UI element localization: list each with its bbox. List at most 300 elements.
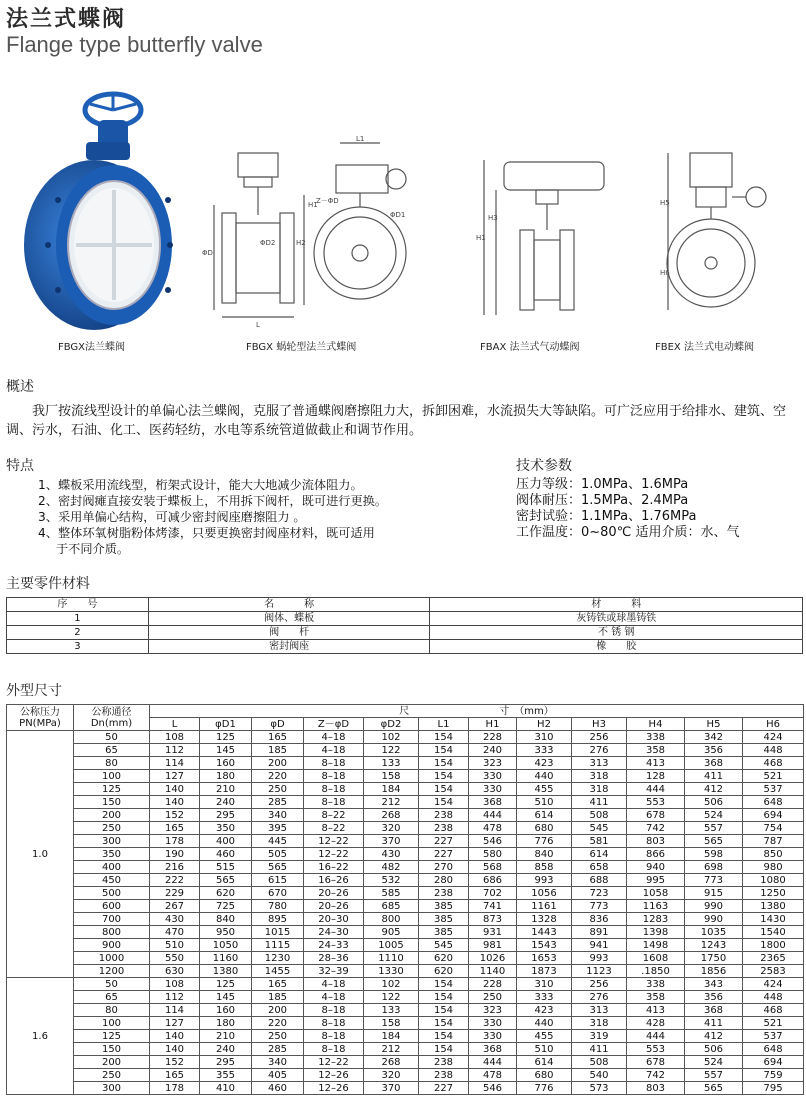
dim-cell: 2583: [743, 965, 804, 978]
dn-cell: 80: [74, 1004, 150, 1017]
dim-cell: 185: [252, 991, 304, 1004]
dim-cell: 468: [743, 1004, 804, 1017]
dim-cell: 1856: [685, 965, 743, 978]
dim-cell: 891: [572, 926, 627, 939]
table-cell: 2: [7, 626, 149, 640]
dim-cell: 521: [743, 1017, 804, 1030]
dim-cell: 313: [572, 1004, 627, 1017]
dim-cell: 154: [419, 1043, 469, 1056]
fbex-electric-drawing: [660, 145, 800, 335]
dim-cell: 565: [252, 861, 304, 874]
dim-cell: 16–26: [304, 874, 364, 887]
dim-cell: 545: [572, 822, 627, 835]
dim-cell: 160: [200, 757, 252, 770]
dim-cell: 658: [572, 861, 627, 874]
dim-cell: 4–18: [304, 991, 364, 1004]
dn-cell: 250: [74, 1069, 150, 1082]
dims-heading: 外型尺寸: [6, 683, 62, 699]
dim-cell: 112: [150, 991, 200, 1004]
dim-cell: 4–18: [304, 731, 364, 744]
dim-cell: 238: [419, 809, 469, 822]
dim-cell: 648: [743, 1043, 804, 1056]
dim-cell: 840: [200, 913, 252, 926]
dim-cell: 268: [364, 1056, 419, 1069]
dim-cell: 256: [572, 978, 627, 991]
dn-cell: 125: [74, 1030, 150, 1043]
dim-cell: 285: [252, 1043, 304, 1056]
dim-cell: 356: [685, 744, 743, 757]
dim-cell: 1161: [517, 900, 572, 913]
dim-cell: 1080: [743, 874, 804, 887]
dim-cell: 368: [469, 796, 517, 809]
dim-cell: 368: [685, 757, 743, 770]
dim-cell: 545: [419, 939, 469, 952]
dim-cell: 12–22: [304, 1056, 364, 1069]
dim-cell: 754: [743, 822, 804, 835]
dim-label-h6: H6: [660, 269, 670, 277]
dim-cell: 154: [419, 796, 469, 809]
dim-cell: 127: [150, 770, 200, 783]
dim-cell: 20–26: [304, 900, 364, 913]
table-cell: 不 锈 钢: [430, 626, 803, 640]
dim-cell: 185: [252, 744, 304, 757]
dims-column-header: L: [150, 718, 200, 731]
dim-cell: 1160: [200, 952, 252, 965]
dim-cell: 8–18: [304, 1004, 364, 1017]
dim-cell: 448: [743, 991, 804, 1004]
dim-cell: 1035: [685, 926, 743, 939]
dim-cell: 318: [572, 1017, 627, 1030]
dim-cell: 154: [419, 991, 469, 1004]
dims-column-header: φD2: [364, 718, 419, 731]
dim-cell: 180: [200, 1017, 252, 1030]
dim-cell: 630: [150, 965, 200, 978]
dim-cell: 905: [364, 926, 419, 939]
dim-cell: 524: [685, 1056, 743, 1069]
table-row: [7, 887, 804, 900]
dim-cell: 222: [150, 874, 200, 887]
dim-cell: 557: [685, 1069, 743, 1082]
dim-cell: 444: [627, 1030, 685, 1043]
parts-table: [6, 597, 803, 654]
dim-cell: 152: [150, 1056, 200, 1069]
table-row: [7, 874, 804, 887]
dim-cell: 1250: [743, 887, 804, 900]
dim-cell: 240: [200, 1043, 252, 1056]
dim-cell: 160: [200, 1004, 252, 1017]
dim-cell: 430: [150, 913, 200, 926]
dim-cell: 12–22: [304, 835, 364, 848]
dim-cell: 165: [252, 978, 304, 991]
dim-cell: 412: [685, 1030, 743, 1043]
dim-cell: 515: [200, 861, 252, 874]
dim-cell: 267: [150, 900, 200, 913]
parts-header-cell: 名 称: [148, 598, 430, 612]
dim-cell: 227: [419, 835, 469, 848]
table-row: [7, 1056, 804, 1069]
dim-cell: 108: [150, 978, 200, 991]
dim-cell: 553: [627, 796, 685, 809]
dim-cell: 313: [572, 757, 627, 770]
dim-cell: 114: [150, 757, 200, 770]
dim-label-phid2: ΦD2: [260, 239, 276, 247]
parts-header-row: [7, 598, 803, 612]
dn-cell: 1200: [74, 965, 150, 978]
dim-cell: 1443: [517, 926, 572, 939]
dim-cell: 122: [364, 991, 419, 1004]
dim-cell: 154: [419, 731, 469, 744]
dims-column-header: H6: [743, 718, 804, 731]
dim-cell: 276: [572, 991, 627, 1004]
dim-cell: 12–26: [304, 1069, 364, 1082]
dims-column-header: φD1: [200, 718, 252, 731]
overview-heading: 概述: [6, 379, 34, 395]
dim-cell: 112: [150, 744, 200, 757]
spec-line: 阀体耐压：1.5MPa、2.4MPa: [516, 493, 689, 508]
table-row: [7, 1069, 804, 1082]
dim-cell: 565: [200, 874, 252, 887]
dim-cell: 256: [572, 731, 627, 744]
dim-cell: 688: [572, 874, 627, 887]
dim-cell: 154: [419, 744, 469, 757]
feature-item: 4、整体环氧树脂粉体烤漆，只要更换密封阀座材料，既可适用: [38, 526, 375, 540]
dim-cell: 338: [627, 978, 685, 991]
dim-cell: 220: [252, 770, 304, 783]
dim-cell: 478: [469, 822, 517, 835]
dim-cell: 8–18: [304, 1043, 364, 1056]
dim-cell: 685: [364, 900, 419, 913]
dim-cell: 537: [743, 1030, 804, 1043]
dim-cell: 741: [469, 900, 517, 913]
dim-cell: 152: [150, 809, 200, 822]
dim-cell: 280: [419, 874, 469, 887]
dim-cell: 553: [627, 1043, 685, 1056]
dim-cell: 140: [150, 1030, 200, 1043]
dim-cell: 342: [685, 731, 743, 744]
dim-cell: 154: [419, 783, 469, 796]
dim-cell: 470: [150, 926, 200, 939]
dim-cell: 190: [150, 848, 200, 861]
table-row: [7, 900, 804, 913]
table-row: [7, 783, 804, 796]
dim-cell: 140: [150, 1043, 200, 1056]
table-cell: 阀体、蝶板: [148, 612, 430, 626]
dim-cell: 127: [150, 1017, 200, 1030]
dim-cell: 12–22: [304, 848, 364, 861]
spec-line: 工作温度：0~80℃ 适用介质：水、气: [516, 525, 740, 540]
dim-cell: 620: [419, 952, 469, 965]
dim-cell: 1543: [517, 939, 572, 952]
dim-cell: 358: [627, 991, 685, 1004]
dim-cell: 505: [252, 848, 304, 861]
dim-cell: 573: [572, 1082, 627, 1095]
dim-cell: 581: [572, 835, 627, 848]
dim-cell: 444: [469, 809, 517, 822]
dim-cell: 8–22: [304, 809, 364, 822]
dim-cell: 158: [364, 1017, 419, 1030]
dim-cell: 20–30: [304, 913, 364, 926]
dim-cell: 615: [252, 874, 304, 887]
dim-cell: 343: [685, 978, 743, 991]
fbex-caption: FBEX 法兰式电动蝶阀: [655, 342, 754, 353]
dim-cell: 413: [627, 757, 685, 770]
table-row: [7, 1082, 804, 1095]
dn-cell: 1000: [74, 952, 150, 965]
dim-cell: 444: [469, 1056, 517, 1069]
dim-cell: 510: [150, 939, 200, 952]
dim-cell: 350: [200, 822, 252, 835]
dim-cell: 482: [364, 861, 419, 874]
dim-label-h2: H2: [296, 239, 306, 247]
dim-label-h1: H1: [476, 234, 486, 242]
dim-cell: 154: [419, 1004, 469, 1017]
dim-label-h1: H1: [308, 201, 318, 209]
dn-header: 公称通径 Dn(mm): [74, 705, 150, 731]
dim-cell: 8–22: [304, 822, 364, 835]
dim-cell: 444: [627, 783, 685, 796]
dim-cell: 318: [572, 770, 627, 783]
dim-cell: 12–26: [304, 1082, 364, 1095]
dim-cell: 1005: [364, 939, 419, 952]
dim-cell: 993: [572, 952, 627, 965]
dim-cell: 776: [517, 835, 572, 848]
dn-cell: 50: [74, 731, 150, 744]
dim-cell: 478: [469, 1069, 517, 1082]
dim-cell: 140: [150, 783, 200, 796]
table-row: [7, 1030, 804, 1043]
dim-label-h3: H3: [488, 214, 498, 222]
dim-cell: 32–39: [304, 965, 364, 978]
dim-cell: 238: [419, 1069, 469, 1082]
table-cell: 灰铸铁或球墨铸铁: [430, 612, 803, 626]
dim-cell: 24–33: [304, 939, 364, 952]
dim-cell: 993: [517, 874, 572, 887]
dim-cell: 145: [200, 744, 252, 757]
dim-cell: 725: [200, 900, 252, 913]
dn-cell: 900: [74, 939, 150, 952]
dim-cell: 1540: [743, 926, 804, 939]
dim-label-phid1: ΦD1: [390, 211, 406, 219]
dn-cell: 65: [74, 991, 150, 1004]
parts-header-cell: 材 料: [430, 598, 803, 612]
table-row: [7, 770, 804, 783]
dim-cell: 694: [743, 1056, 804, 1069]
dim-cell: 524: [685, 809, 743, 822]
dim-label-h5: H5: [660, 199, 670, 207]
dims-column-header: H5: [685, 718, 743, 731]
table-cell: 密封阀座: [148, 640, 430, 654]
dn-cell: 400: [74, 861, 150, 874]
dim-cell: 1026: [469, 952, 517, 965]
dim-cell: 227: [419, 1082, 469, 1095]
dim-cell: 941: [572, 939, 627, 952]
dim-cell: 614: [572, 848, 627, 861]
dim-cell: 268: [364, 809, 419, 822]
dim-cell: 319: [572, 1030, 627, 1043]
dim-cell: 385: [419, 900, 469, 913]
dim-cell: 678: [627, 809, 685, 822]
table-row: [7, 978, 804, 991]
dim-cell: 250: [469, 991, 517, 1004]
dim-cell: 338: [627, 731, 685, 744]
dim-cell: 510: [517, 1043, 572, 1056]
dn-cell: 65: [74, 744, 150, 757]
dim-cell: 698: [685, 861, 743, 874]
fbgx-worm-caption: FBGX 蜗轮型法兰式蝶阀: [246, 342, 357, 353]
dim-cell: 506: [685, 796, 743, 809]
dim-cell: 320: [364, 822, 419, 835]
dim-cell: 385: [419, 926, 469, 939]
dim-cell: 184: [364, 1030, 419, 1043]
dim-cell: 1243: [685, 939, 743, 952]
table-row: [7, 991, 804, 1004]
feature-item-continuation: 于不同介质。: [56, 542, 130, 556]
fbgx-caption: FBGX法兰蝶阀: [58, 342, 126, 353]
dim-cell: 178: [150, 1082, 200, 1095]
dim-cell: 1608: [627, 952, 685, 965]
dim-cell: 216: [150, 861, 200, 874]
dim-cell: 4–18: [304, 978, 364, 991]
dim-cell: 940: [627, 861, 685, 874]
dim-cell: 423: [517, 757, 572, 770]
dim-cell: 8–18: [304, 1017, 364, 1030]
dim-cell: 238: [419, 1056, 469, 1069]
dim-cell: 178: [150, 835, 200, 848]
dim-cell: 430: [364, 848, 419, 861]
dims-column-header: H1: [469, 718, 517, 731]
dim-cell: 370: [364, 1082, 419, 1095]
table-row: [7, 861, 804, 874]
dim-cell: 16–22: [304, 861, 364, 874]
dim-cell: 412: [685, 783, 743, 796]
dim-label-l1: L1: [356, 135, 365, 143]
dim-cell: 229: [150, 887, 200, 900]
dim-cell: 873: [469, 913, 517, 926]
table-row: [7, 640, 803, 654]
page-title-en: Flange type butterfly valve: [6, 32, 263, 57]
dim-cell: 333: [517, 991, 572, 1004]
dim-cell: 1056: [517, 887, 572, 900]
dim-cell: 1430: [743, 913, 804, 926]
dim-cell: 981: [469, 939, 517, 952]
dim-cell: 1750: [685, 952, 743, 965]
dim-cell: 228: [469, 731, 517, 744]
pn-group-cell: 1.0: [7, 731, 74, 978]
dim-cell: 411: [572, 796, 627, 809]
dim-cell: 212: [364, 1043, 419, 1056]
dim-cell: 1163: [627, 900, 685, 913]
dims-column-header: Z－φD: [304, 718, 364, 731]
dn-cell: 300: [74, 1082, 150, 1095]
dim-cell: 440: [517, 1017, 572, 1030]
dim-cell: 1800: [743, 939, 804, 952]
dim-cell: 310: [517, 731, 572, 744]
dn-cell: 50: [74, 978, 150, 991]
dn-cell: 80: [74, 757, 150, 770]
dim-cell: 250: [252, 783, 304, 796]
dim-cell: 678: [627, 1056, 685, 1069]
dn-cell: 300: [74, 835, 150, 848]
dim-cell: 580: [469, 848, 517, 861]
dim-cell: 550: [150, 952, 200, 965]
dim-cell: 995: [627, 874, 685, 887]
dim-cell: 780: [252, 900, 304, 913]
pn-header: 公称压力 PN(MPa): [7, 705, 74, 731]
dn-cell: 500: [74, 887, 150, 900]
dim-cell: 980: [743, 861, 804, 874]
dim-cell: 803: [627, 1082, 685, 1095]
features-list: [38, 477, 478, 557]
dim-cell: 585: [364, 887, 419, 900]
dim-cell: 330: [469, 770, 517, 783]
dn-cell: 100: [74, 1017, 150, 1030]
dim-cell: 165: [150, 822, 200, 835]
dim-cell: 330: [469, 1017, 517, 1030]
dim-cell: 102: [364, 978, 419, 991]
dim-cell: 395: [252, 822, 304, 835]
dim-cell: 742: [627, 1069, 685, 1082]
dn-cell: 700: [74, 913, 150, 926]
dim-cell: 532: [364, 874, 419, 887]
dim-cell: 295: [200, 1056, 252, 1069]
dim-cell: 210: [200, 1030, 252, 1043]
dim-cell: 460: [252, 1082, 304, 1095]
dim-cell: 448: [743, 744, 804, 757]
dim-cell: 787: [743, 835, 804, 848]
dim-cell: 330: [469, 783, 517, 796]
dim-cell: 108: [150, 731, 200, 744]
parts-header-cell: 序 号: [7, 598, 149, 612]
dim-cell: 1115: [252, 939, 304, 952]
dn-cell: 350: [74, 848, 150, 861]
dim-cell: 620: [419, 965, 469, 978]
dim-cell: 180: [200, 770, 252, 783]
dim-cell: 546: [469, 835, 517, 848]
dim-cell: 773: [572, 900, 627, 913]
dim-cell: 795: [743, 1082, 804, 1095]
dim-cell: 702: [469, 887, 517, 900]
dim-cell: 154: [419, 757, 469, 770]
dim-cell: 8–18: [304, 757, 364, 770]
dim-cell: 990: [685, 913, 743, 926]
dim-cell: 128: [627, 770, 685, 783]
dim-cell: 411: [572, 1043, 627, 1056]
dn-cell: 800: [74, 926, 150, 939]
dim-cell: 866: [627, 848, 685, 861]
table-cell: 1: [7, 612, 149, 626]
dim-cell: 411: [685, 770, 743, 783]
dim-cell: 686: [469, 874, 517, 887]
dn-cell: 200: [74, 1056, 150, 1069]
dim-cell: 1328: [517, 913, 572, 926]
table-row: [7, 809, 804, 822]
dim-cell: 184: [364, 783, 419, 796]
dim-cell: 24–30: [304, 926, 364, 939]
dim-cell: 565: [685, 1082, 743, 1095]
dim-cell: 776: [517, 1082, 572, 1095]
dim-cell: 122: [364, 744, 419, 757]
dim-cell: 648: [743, 796, 804, 809]
dim-cell: 424: [743, 978, 804, 991]
spec-line: 压力等级：1.0MPa、1.6MPa: [516, 477, 689, 492]
dim-cell: 546: [469, 1082, 517, 1095]
dim-label-zphid: Z－ΦD: [316, 197, 339, 205]
table-cell: 阀 杆: [148, 626, 430, 640]
dim-cell: 614: [517, 809, 572, 822]
dim-cell: 358: [627, 744, 685, 757]
table-cell: 橡 胶: [430, 640, 803, 654]
table-row: [7, 744, 804, 757]
